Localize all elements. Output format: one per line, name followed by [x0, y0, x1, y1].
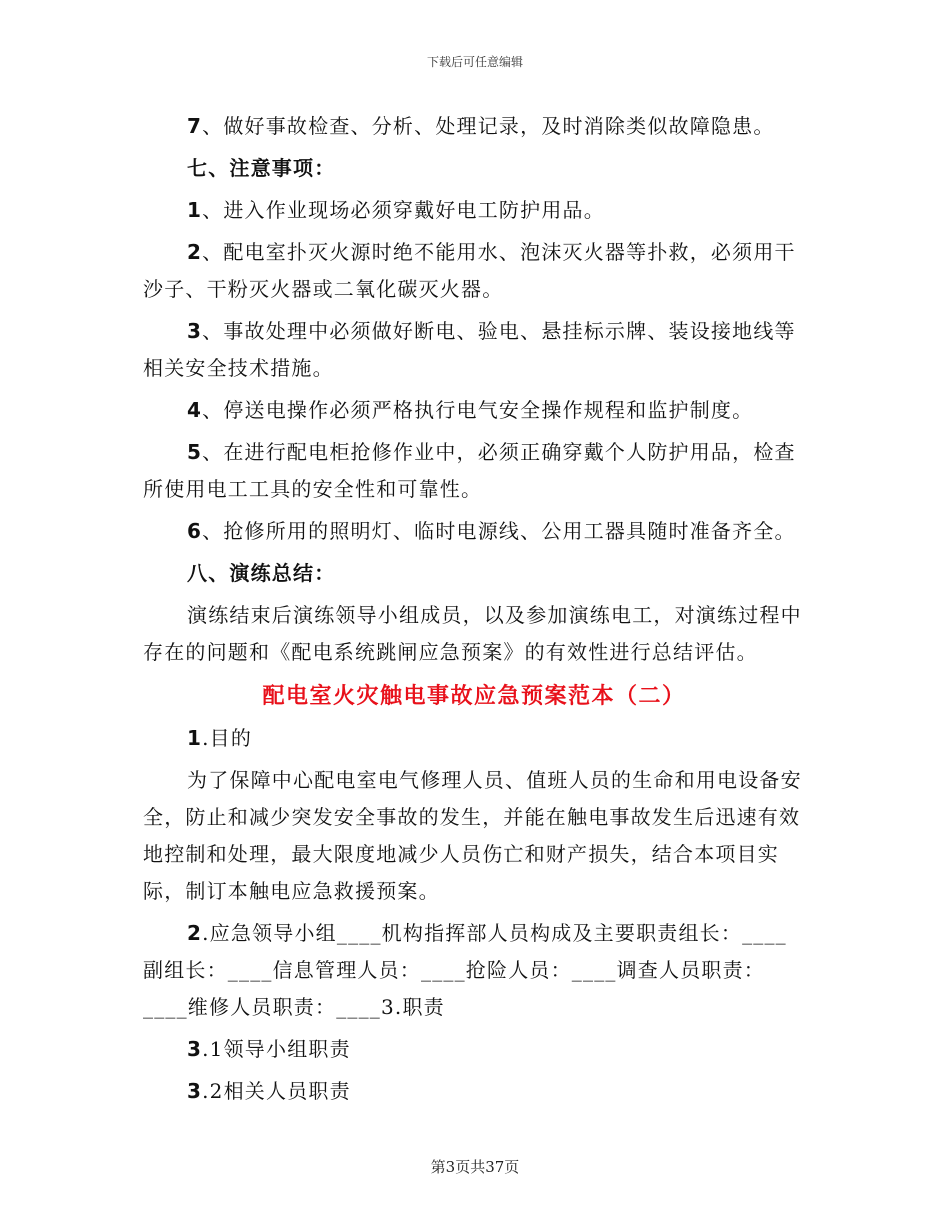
document-body: [143, 108, 805, 1115]
paragraph-item-7: [143, 108, 805, 145]
purpose-text: 为了保障中心配电室电气修理人员、值班人员的生命和用电设备安全，防止和减少突发安全事故的发生，并能在触电事故发生后迅速有效地控制和处理，最大限度地减少人员伤亡和财产损失，结合本项目实际，制订本触电应急救援预案。: [143, 768, 802, 903]
item-number: 7: [187, 114, 203, 138]
precaution-item-1: [143, 192, 805, 229]
drill-summary-text: 演练结束后演练领导小组成员，以及参加演练电工，对演练过程中存在的问题和《配电系统跳闸应急预案》的有效性进行总结评估。: [143, 603, 802, 664]
item-text: 、抢修所用的照明灯、临时电源线、公用工器具随时准备齐全。: [202, 519, 796, 543]
precaution-item-3: [143, 313, 805, 387]
precaution-item-6: [143, 513, 805, 550]
item-number: 5: [187, 440, 203, 464]
item-number: 2: [187, 240, 203, 264]
item-text: 、停送电操作必须严格执行电气安全操作规程和监护制度。: [202, 398, 754, 422]
item-text: 、事故处理中必须做好断电、验电、悬挂标示牌、装设接地线等相关安全技术措施。: [143, 319, 796, 380]
item-text: .应急领导小组____机构指挥部人员构成及主要职责组长：____副组长：____信息管理人员：____抢险人员：____调查人员职责：____维修人员职责：____3.职责: [143, 921, 787, 1019]
precaution-item-2: [143, 234, 805, 308]
item-text: 、做好事故检查、分析、处理记录，及时消除类似故障隐患。: [202, 114, 775, 138]
item-text: .2相关人员职责: [202, 1079, 351, 1103]
item-number: 6: [187, 519, 203, 543]
item-text: 、在进行配电柜抢修作业中，必须正确穿戴个人防护用品，检查所使用电工工具的安全性和可靠性。: [143, 440, 796, 501]
item-text: 、配电室扑灭火源时绝不能用水、泡沫灭火器等扑救，必须用干沙子、干粉灭火器或二氧化碳灭火器。: [143, 240, 796, 301]
heading-drill-summary: 八、演练总结：: [187, 561, 336, 585]
item-number: 3: [187, 1079, 203, 1103]
item-number: 3: [187, 319, 203, 343]
section-3-1-heading: [143, 1031, 805, 1068]
item-text: .目的: [202, 726, 253, 750]
section-title: 配电室火灾触电事故应急预案范本（二）: [262, 683, 686, 709]
precaution-item-5: [143, 434, 805, 508]
item-text: 、进入作业现场必须穿戴好电工防护用品。: [202, 198, 605, 222]
section-3-2-heading: [143, 1073, 805, 1110]
section-1-purpose-heading: [143, 720, 805, 757]
section-2-leadership-group: [143, 915, 805, 1026]
page-number-footer: 第3页共37页: [430, 1158, 520, 1176]
item-number: 1: [187, 726, 203, 750]
item-number: 3: [187, 1037, 203, 1061]
page-header-note: 下载后可任意编辑: [426, 55, 523, 69]
item-number: 2: [187, 921, 203, 945]
item-number: 4: [187, 398, 203, 422]
precaution-item-4: [143, 392, 805, 429]
item-text: .1领导小组职责: [202, 1037, 351, 1061]
heading-precautions: 七、注意事项：: [187, 156, 336, 180]
item-number: 1: [187, 198, 203, 222]
